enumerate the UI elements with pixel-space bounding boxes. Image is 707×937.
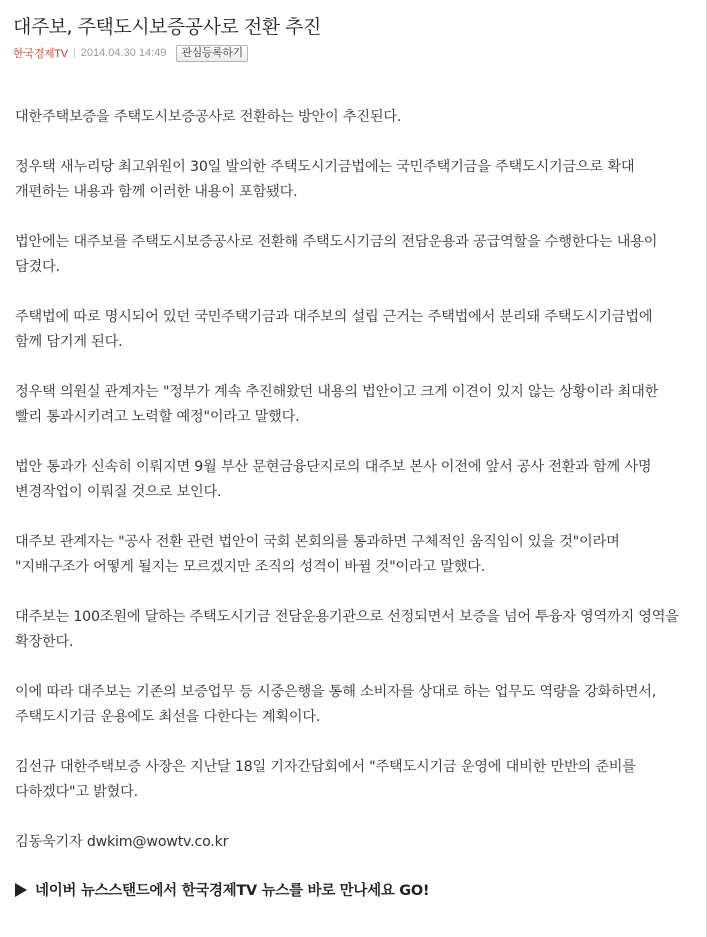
paragraph: 주택법에 따로 명시되어 있던 국민주택기금과 대주보의 설립 근거는 주택법에서 분리돼 주택도시기금법에 함께 담기게 된다. [15, 309, 653, 350]
paragraph: 김선규 대한주택보증 사장은 지난달 18일 기자간담회에서 "주택도시기금 운영에 대비한 만반의 준비를 다하겠다"고 밝혔다. [15, 759, 636, 800]
play-arrow-icon [15, 883, 27, 897]
paragraph: 이에 따라 대주보는 기존의 보증업무 등 시중은행을 통해 소비자를 상대로 하는 업무도 역량을 강화하면서, 주택도시기금 운용에도 최선을 다한다는 계획이다. [15, 684, 657, 725]
article-body [15, 105, 680, 880]
paragraph: 법안 통과가 신속히 이뤄지면 9월 부산 문현금융단지로의 대주보 본사 이전에 앞서 공사 전환과 함께 사명 변경작업이 이뤄질 것으로 보인다. [15, 459, 652, 500]
paragraph: 대주보 관계자는 "공사 전환 관련 법안이 국회 본회의를 통과하면 구체적인 움직임이 있을 것"이라며 "지배구조가 어떻게 될지는 모르겠지만 조직의 성격이 바뀔 것"이라고 말했다. [15, 534, 620, 575]
follow-press-button[interactable]: 관심등록하기 [176, 45, 247, 62]
press-name[interactable]: 한국경제TV [13, 48, 68, 60]
paragraph: 법안에는 대주보를 주택도시보증공사로 전환해 주택도시기금의 전담운용과 공급역할을 수행한다는 내용이 담겼다. [15, 234, 658, 275]
paragraph: 정우택 새누리당 최고위원이 30일 발의한 주택도시기금법에는 국민주택기금을 주택도시기금으로 확대 개편하는 내용과 함께 이러한 내용이 포함됐다. [15, 159, 635, 200]
paragraph: 대주보는 100조원에 달하는 주택도시기금 전담운용기관으로 선정되면서 보증을 넘어 투융자 영역까지 영역을 확장한다. [15, 609, 679, 650]
byline: 김동욱기자 dwkim@wowtv.co.kr [15, 834, 229, 850]
meta-divider [74, 48, 75, 58]
newsstand-link[interactable] [15, 879, 429, 900]
newsstand-link-label: 네이버 뉴스스탠드에서 한국경제TV 뉴스를 바로 만나세요 GO! [35, 883, 430, 899]
paragraph: 대한주택보증을 주택도시보증공사로 전환하는 방안이 추진된다. [15, 109, 402, 125]
publish-date: 2014.04.30 14:49 [80, 47, 167, 59]
paragraph: 정우택 의원실 관계자는 "정부가 계속 추진해왔던 내용의 법안이고 크게 이견이 있지 않는 상황이라 최대한 빨리 통과시키려고 노력할 예정"이라고 말했다. [15, 384, 659, 425]
article-title: 대주보, 주택도시보증공사로 전환 추진 [13, 16, 321, 38]
article-meta [13, 44, 248, 62]
